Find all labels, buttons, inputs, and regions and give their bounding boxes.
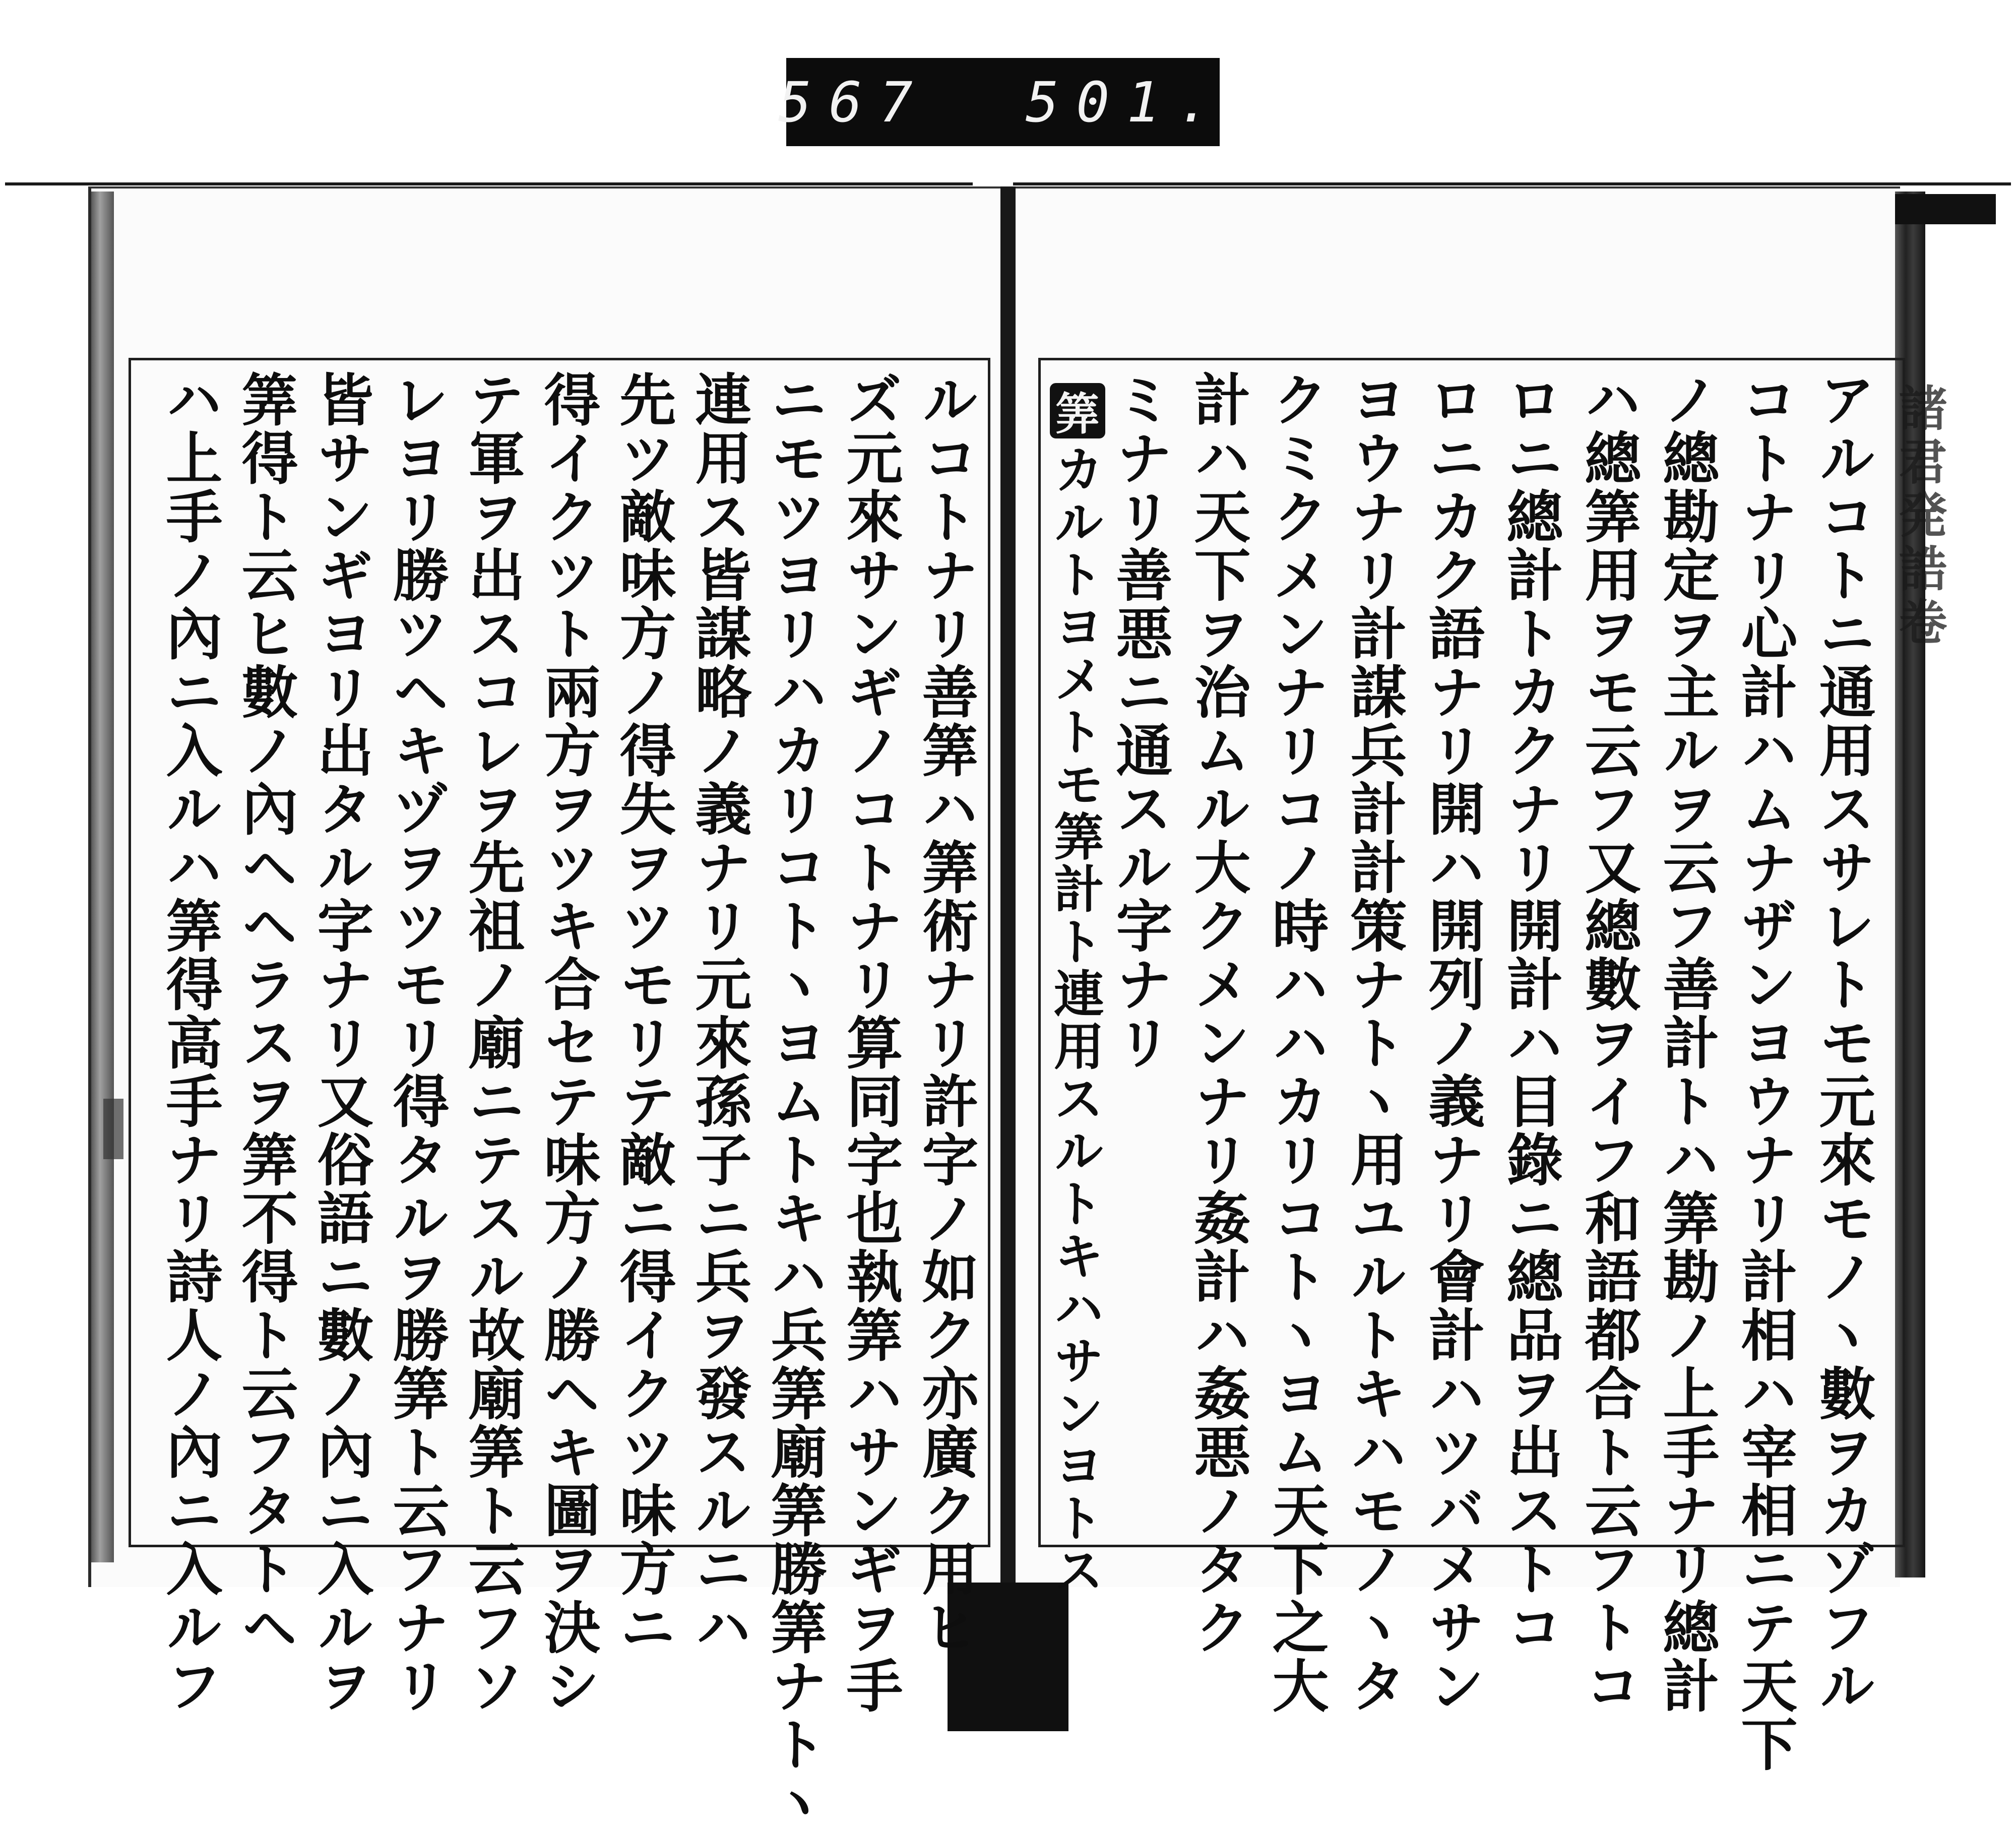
catalog-number-left: 567 (778, 70, 930, 135)
left-page-edge (91, 192, 114, 1562)
running-head: 諸君発誥卷 (1891, 383, 1948, 650)
right-col-2: コトナリ心計ハムナザンヨウナリ計相ハ宰相ニテ天下 (1732, 370, 1798, 1774)
left-col-5: 先ツ敵味方ノ得失ヲツモリテ敵ニ得イクツ味方ニ (610, 370, 676, 1657)
book-gutter (1000, 186, 1016, 1583)
left-col-7: テ軍ヲ出スコレヲ先祖ノ廟ニテスル故廟筭ト云フソ (459, 370, 525, 1715)
scan-rule-right (1013, 182, 2011, 185)
right-col-1: アルコトニ通用スサレトモ元來モノヽ數ヲカゾフル (1810, 370, 1876, 1715)
right-col-11: カルトヨメトモ筭計ト連用スルトキハサンヨトス (1045, 444, 1105, 1597)
left-col-8: レヨリ勝ツヘキヅヲツモリ得タルヲ勝筭ト云フナリ (384, 370, 450, 1715)
right-col-7: ヨウナリ計謀兵計計策ナトヽ用ユルトキハモノヽタ (1341, 370, 1407, 1715)
left-col-6: 得イクツト兩方ヲツキ合セテ味方ノ勝ヘキ圖ヲ決シ (535, 370, 601, 1715)
right-col-5: ロニ總計トカクナリ開計ハ目錄ニ總品ヲ出ストコ (1497, 370, 1563, 1657)
left-col-1: ルコトナリ善筭ハ筭術ナリ許字ノ如ク亦廣ク用ヒ (913, 370, 979, 1657)
right-col-9: 計ハ天下ヲ治ムル大クメンナリ姦計ハ姦悪ノタク (1185, 370, 1251, 1657)
catalog-number-label (778, 58, 1228, 146)
right-col-8: クミクメンナリコノ時ハハカリコトヽヨム天下之大 (1263, 370, 1329, 1715)
right-col-10: ミナリ善悪ニ通スル字ナリ (1107, 370, 1173, 1072)
margin-tab (103, 1099, 123, 1159)
catalog-number-right: 501. (1025, 70, 1228, 135)
right-edge-cap (1895, 194, 1996, 224)
left-col-4: 連用ス皆謀略ノ義ナリ元來孫子ニ兵ヲ發スルニハ (686, 370, 752, 1657)
left-col-9: 皆サンギヨリ出タル字ナリ又俗語ニ數ノ內ニ入ルヲ (308, 370, 374, 1715)
right-col-3: ノ總勘定ヲ主ルヲ云フ善計トハ筭勘ノ上手ナリ總計 (1654, 370, 1720, 1715)
right-col-6: ロニカク語ナリ開ハ開列ノ義ナリ會計ハツバメサン (1419, 370, 1485, 1715)
scan-rule-left (5, 182, 973, 185)
section-heading-badge: 筭 (1050, 383, 1105, 438)
left-col-2: ズ元來サンギノコトナリ算同字也執筭ハサンギヲ手 (837, 370, 903, 1715)
right-col-4: ハ總筭用ヲモ云フ又總數ヲイフ和語都合ト云フトコ (1576, 370, 1642, 1715)
left-col-3: ニモツヨリハカリコトヽヨムトキハ兵筭廟筭勝筭ナトヽ (762, 370, 828, 1832)
left-col-10: 筭得ト云ヒ數ノ內ヘヘラスヲ筭不得ト云フタトヘ (232, 370, 298, 1657)
left-col-11: ハ上手ノ內ニ入ルハ筭得高手ナリ詩人ノ內ニ入ルフ (157, 370, 223, 1715)
